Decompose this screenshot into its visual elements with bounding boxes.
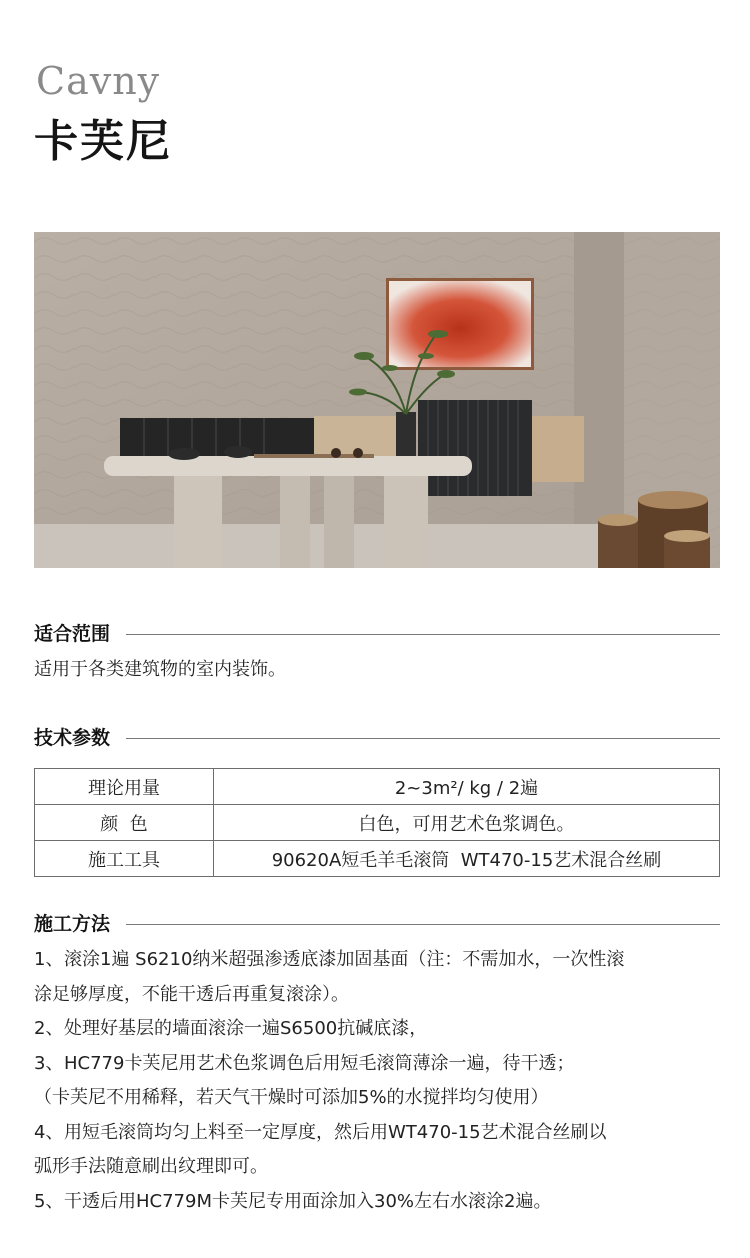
step-number: 1、 (34, 949, 64, 970)
table-row (35, 841, 720, 877)
step-text: HC779卡芙尼用艺术色浆调色后用短毛滚筒薄涂一遍，待干透； (64, 1052, 575, 1074)
hero-image (34, 232, 720, 568)
spec-table (34, 768, 720, 877)
divider (126, 738, 720, 739)
divider (126, 634, 720, 635)
scope-text: 适用于各类建筑物的室内装饰。 (34, 659, 286, 680)
step-text: 用短毛滚筒均匀上料至一定厚度，然后用WT470-15艺术混合丝刷以 (64, 1121, 607, 1143)
step-number: 3、 (34, 1052, 64, 1074)
spec-label: 颜 色 (35, 805, 214, 841)
table-row (35, 805, 720, 841)
step-text-continued: （卡芙尼不用稀释，若天气干燥时可添加5%的水搅拌均匀使用） (34, 1087, 549, 1108)
section-heading: 适合范围 (34, 623, 111, 645)
section-heading: 技术参数 (34, 727, 111, 749)
step-text-continued: 涂足够厚度，不能干透后再重复滚涂）。 (34, 983, 349, 1005)
table-row (35, 769, 720, 805)
list-item (34, 943, 724, 978)
step-number: 2、 (34, 1018, 64, 1039)
spec-value: 2~3m²/ kg / 2遍 (214, 769, 720, 805)
section-scope (34, 620, 720, 648)
step-text: 处理好基层的墙面滚涂一遍S6500抗碱底漆， (64, 1018, 428, 1039)
interior-room-photo (34, 232, 720, 568)
step-number: 5、 (34, 1190, 64, 1212)
list-item (34, 1185, 724, 1220)
spec-value: 白色，可用艺术色浆调色。 (214, 805, 720, 841)
step-text: 滚涂1遍 S6210纳米超强渗透底漆加固基面（注：不需加水，一次性滚 (64, 949, 625, 970)
method-steps (34, 943, 724, 1219)
step-text: 干透后用HC779M卡芙尼专用面涂加入30%左右水滚涂2遍。 (64, 1190, 552, 1212)
brand-name: Cavny (36, 59, 161, 103)
list-item (34, 1012, 724, 1047)
product-title: 卡芙尼 (34, 116, 172, 167)
section-method (34, 910, 720, 938)
step-text-continued: 弧形手法随意刷出纹理即可。 (34, 1156, 268, 1177)
list-item (34, 1047, 724, 1082)
spec-label: 理论用量 (35, 769, 214, 805)
section-heading: 施工方法 (34, 913, 111, 935)
spec-label: 施工工具 (35, 841, 214, 877)
step-number: 4、 (34, 1121, 64, 1143)
section-specs (34, 724, 720, 752)
divider (126, 924, 720, 925)
list-item (34, 1116, 724, 1151)
spec-value: 90620A短毛羊毛滚筒 WT470-15艺术混合丝刷 (214, 841, 720, 877)
